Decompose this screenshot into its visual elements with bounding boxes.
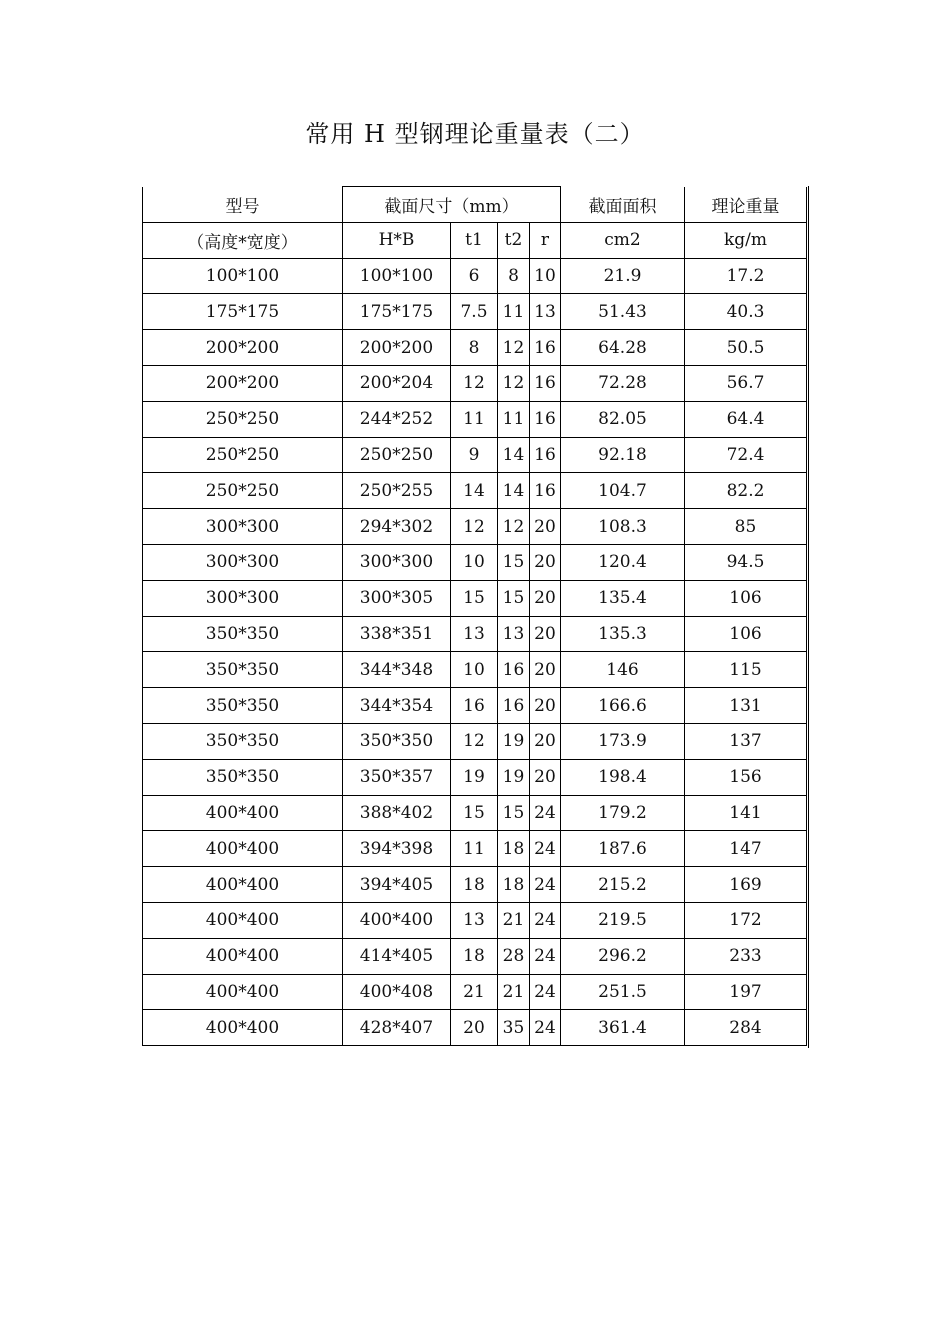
cell-t2: 16 [498, 652, 530, 688]
cell-model: 400*400 [143, 902, 343, 938]
header-t1: t1 [451, 222, 498, 258]
cell-r: 24 [530, 867, 561, 903]
cell-weight: 233 [685, 938, 807, 974]
cell-t1: 8 [451, 330, 498, 366]
cell-t1: 15 [451, 795, 498, 831]
cell-hb: 344*354 [343, 688, 451, 724]
cell-r: 24 [530, 1010, 561, 1046]
cell-t2: 12 [498, 509, 530, 545]
cell-model: 400*400 [143, 867, 343, 903]
cell-t2: 8 [498, 258, 530, 294]
cell-t2: 35 [498, 1010, 530, 1046]
header-t2: t2 [498, 222, 530, 258]
cell-t1: 12 [451, 365, 498, 401]
cell-r: 20 [530, 688, 561, 724]
table-container [142, 186, 809, 1046]
cell-area: 215.2 [561, 867, 685, 903]
cell-weight: 94.5 [685, 544, 807, 580]
cell-weight: 115 [685, 652, 807, 688]
table-row [143, 723, 807, 759]
table-row [143, 473, 807, 509]
cell-area: 120.4 [561, 544, 685, 580]
cell-t2: 18 [498, 867, 530, 903]
cell-weight: 72.4 [685, 437, 807, 473]
cell-area: 82.05 [561, 401, 685, 437]
cell-hb: 400*408 [343, 974, 451, 1010]
cell-hb: 350*357 [343, 759, 451, 795]
cell-weight: 131 [685, 688, 807, 724]
cell-r: 24 [530, 831, 561, 867]
cell-weight: 106 [685, 580, 807, 616]
header-weight: 理论重量 [685, 187, 807, 223]
table-row [143, 652, 807, 688]
cell-t1: 14 [451, 473, 498, 509]
cell-r: 20 [530, 544, 561, 580]
cell-t1: 15 [451, 580, 498, 616]
cell-t1: 12 [451, 509, 498, 545]
cell-area: 361.4 [561, 1010, 685, 1046]
cell-hb: 200*204 [343, 365, 451, 401]
header-area: 截面面积 [561, 187, 685, 223]
table-row [143, 938, 807, 974]
cell-t2: 19 [498, 759, 530, 795]
cell-t1: 13 [451, 902, 498, 938]
cell-t2: 13 [498, 616, 530, 652]
cell-weight: 82.2 [685, 473, 807, 509]
cell-model: 350*350 [143, 616, 343, 652]
cell-weight: 156 [685, 759, 807, 795]
cell-t1: 10 [451, 544, 498, 580]
cell-t1: 7.5 [451, 294, 498, 330]
cell-area: 135.4 [561, 580, 685, 616]
cell-model: 300*300 [143, 544, 343, 580]
page-title: 常用 H 型钢理论重量表（二） [305, 120, 645, 148]
cell-area: 166.6 [561, 688, 685, 724]
table-row [143, 795, 807, 831]
cell-r: 20 [530, 652, 561, 688]
cell-r: 24 [530, 795, 561, 831]
table-row [143, 688, 807, 724]
cell-model: 350*350 [143, 759, 343, 795]
cell-weight: 169 [685, 867, 807, 903]
cell-weight: 284 [685, 1010, 807, 1046]
table-right-border [808, 186, 809, 1048]
header-model: 型号 [143, 187, 343, 223]
table-row [143, 365, 807, 401]
cell-weight: 85 [685, 509, 807, 545]
cell-t1: 10 [451, 652, 498, 688]
cell-t1: 9 [451, 437, 498, 473]
cell-weight: 141 [685, 795, 807, 831]
cell-model: 400*400 [143, 795, 343, 831]
cell-t2: 19 [498, 723, 530, 759]
header-model-desc: （高度*宽度） [143, 222, 343, 258]
cell-t2: 12 [498, 330, 530, 366]
cell-t1: 18 [451, 867, 498, 903]
header-area-unit: cm2 [561, 222, 685, 258]
cell-t2: 11 [498, 401, 530, 437]
cell-r: 16 [530, 330, 561, 366]
table-row [143, 867, 807, 903]
cell-area: 296.2 [561, 938, 685, 974]
cell-area: 72.28 [561, 365, 685, 401]
cell-model: 250*250 [143, 401, 343, 437]
cell-hb: 100*100 [343, 258, 451, 294]
cell-model: 200*200 [143, 365, 343, 401]
cell-model: 300*300 [143, 580, 343, 616]
cell-weight: 64.4 [685, 401, 807, 437]
cell-r: 20 [530, 616, 561, 652]
cell-model: 250*250 [143, 473, 343, 509]
cell-model: 250*250 [143, 437, 343, 473]
cell-t2: 18 [498, 831, 530, 867]
cell-r: 16 [530, 473, 561, 509]
cell-r: 10 [530, 258, 561, 294]
cell-t1: 21 [451, 974, 498, 1010]
table-row [143, 437, 807, 473]
cell-hb: 394*398 [343, 831, 451, 867]
cell-t1: 16 [451, 688, 498, 724]
cell-area: 173.9 [561, 723, 685, 759]
cell-t1: 11 [451, 401, 498, 437]
cell-hb: 250*255 [343, 473, 451, 509]
header-weight-unit: kg/m [685, 222, 807, 258]
cell-weight: 147 [685, 831, 807, 867]
cell-t2: 21 [498, 902, 530, 938]
table-row [143, 759, 807, 795]
cell-weight: 50.5 [685, 330, 807, 366]
cell-t1: 20 [451, 1010, 498, 1046]
cell-t2: 28 [498, 938, 530, 974]
cell-model: 400*400 [143, 974, 343, 1010]
cell-area: 21.9 [561, 258, 685, 294]
cell-r: 24 [530, 974, 561, 1010]
cell-hb: 338*351 [343, 616, 451, 652]
cell-model: 100*100 [143, 258, 343, 294]
cell-area: 198.4 [561, 759, 685, 795]
cell-t2: 11 [498, 294, 530, 330]
cell-weight: 197 [685, 974, 807, 1010]
cell-t1: 19 [451, 759, 498, 795]
cell-weight: 40.3 [685, 294, 807, 330]
cell-model: 200*200 [143, 330, 343, 366]
cell-r: 16 [530, 437, 561, 473]
cell-model: 400*400 [143, 938, 343, 974]
cell-t1: 18 [451, 938, 498, 974]
cell-area: 135.3 [561, 616, 685, 652]
table-row [143, 258, 807, 294]
cell-hb: 400*400 [343, 902, 451, 938]
cell-t2: 15 [498, 580, 530, 616]
cell-hb: 388*402 [343, 795, 451, 831]
cell-hb: 350*350 [343, 723, 451, 759]
cell-area: 64.28 [561, 330, 685, 366]
cell-area: 219.5 [561, 902, 685, 938]
cell-hb: 414*405 [343, 938, 451, 974]
cell-area: 251.5 [561, 974, 685, 1010]
table-row [143, 974, 807, 1010]
cell-weight: 106 [685, 616, 807, 652]
cell-t2: 14 [498, 437, 530, 473]
cell-area: 104.7 [561, 473, 685, 509]
cell-hb: 294*302 [343, 509, 451, 545]
cell-hb: 175*175 [343, 294, 451, 330]
cell-model: 350*350 [143, 688, 343, 724]
header-r: r [530, 222, 561, 258]
cell-t2: 21 [498, 974, 530, 1010]
h-beam-weight-table [142, 186, 807, 1046]
cell-area: 92.18 [561, 437, 685, 473]
table-row [143, 1010, 807, 1046]
cell-hb: 428*407 [343, 1010, 451, 1046]
cell-area: 51.43 [561, 294, 685, 330]
header-row-1 [143, 187, 807, 223]
table-row [143, 401, 807, 437]
cell-hb: 250*250 [343, 437, 451, 473]
cell-model: 400*400 [143, 1010, 343, 1046]
cell-weight: 137 [685, 723, 807, 759]
cell-r: 13 [530, 294, 561, 330]
cell-model: 400*400 [143, 831, 343, 867]
cell-t2: 14 [498, 473, 530, 509]
cell-model: 300*300 [143, 509, 343, 545]
cell-weight: 172 [685, 902, 807, 938]
cell-r: 20 [530, 509, 561, 545]
cell-r: 20 [530, 759, 561, 795]
cell-hb: 300*300 [343, 544, 451, 580]
cell-hb: 344*348 [343, 652, 451, 688]
table-row [143, 902, 807, 938]
table-row [143, 294, 807, 330]
cell-area: 179.2 [561, 795, 685, 831]
cell-r: 24 [530, 902, 561, 938]
header-hb: H*B [343, 222, 451, 258]
table-row [143, 580, 807, 616]
cell-hb: 300*305 [343, 580, 451, 616]
cell-model: 350*350 [143, 652, 343, 688]
cell-r: 16 [530, 365, 561, 401]
cell-model: 350*350 [143, 723, 343, 759]
cell-r: 20 [530, 723, 561, 759]
cell-area: 146 [561, 652, 685, 688]
cell-model: 175*175 [143, 294, 343, 330]
cell-hb: 244*252 [343, 401, 451, 437]
cell-r: 20 [530, 580, 561, 616]
table-row [143, 616, 807, 652]
cell-area: 187.6 [561, 831, 685, 867]
cell-r: 16 [530, 401, 561, 437]
cell-weight: 17.2 [685, 258, 807, 294]
cell-t1: 11 [451, 831, 498, 867]
table-row [143, 544, 807, 580]
cell-t1: 12 [451, 723, 498, 759]
cell-t2: 15 [498, 544, 530, 580]
cell-r: 24 [530, 938, 561, 974]
table-row [143, 831, 807, 867]
cell-hb: 394*405 [343, 867, 451, 903]
cell-hb: 200*200 [343, 330, 451, 366]
cell-t2: 15 [498, 795, 530, 831]
cell-area: 108.3 [561, 509, 685, 545]
cell-t2: 12 [498, 365, 530, 401]
table-row [143, 509, 807, 545]
header-row-2 [143, 222, 807, 258]
header-section-size: 截面尺寸（mm） [343, 187, 561, 223]
cell-t2: 16 [498, 688, 530, 724]
cell-t1: 13 [451, 616, 498, 652]
cell-weight: 56.7 [685, 365, 807, 401]
cell-t1: 6 [451, 258, 498, 294]
table-row [143, 330, 807, 366]
